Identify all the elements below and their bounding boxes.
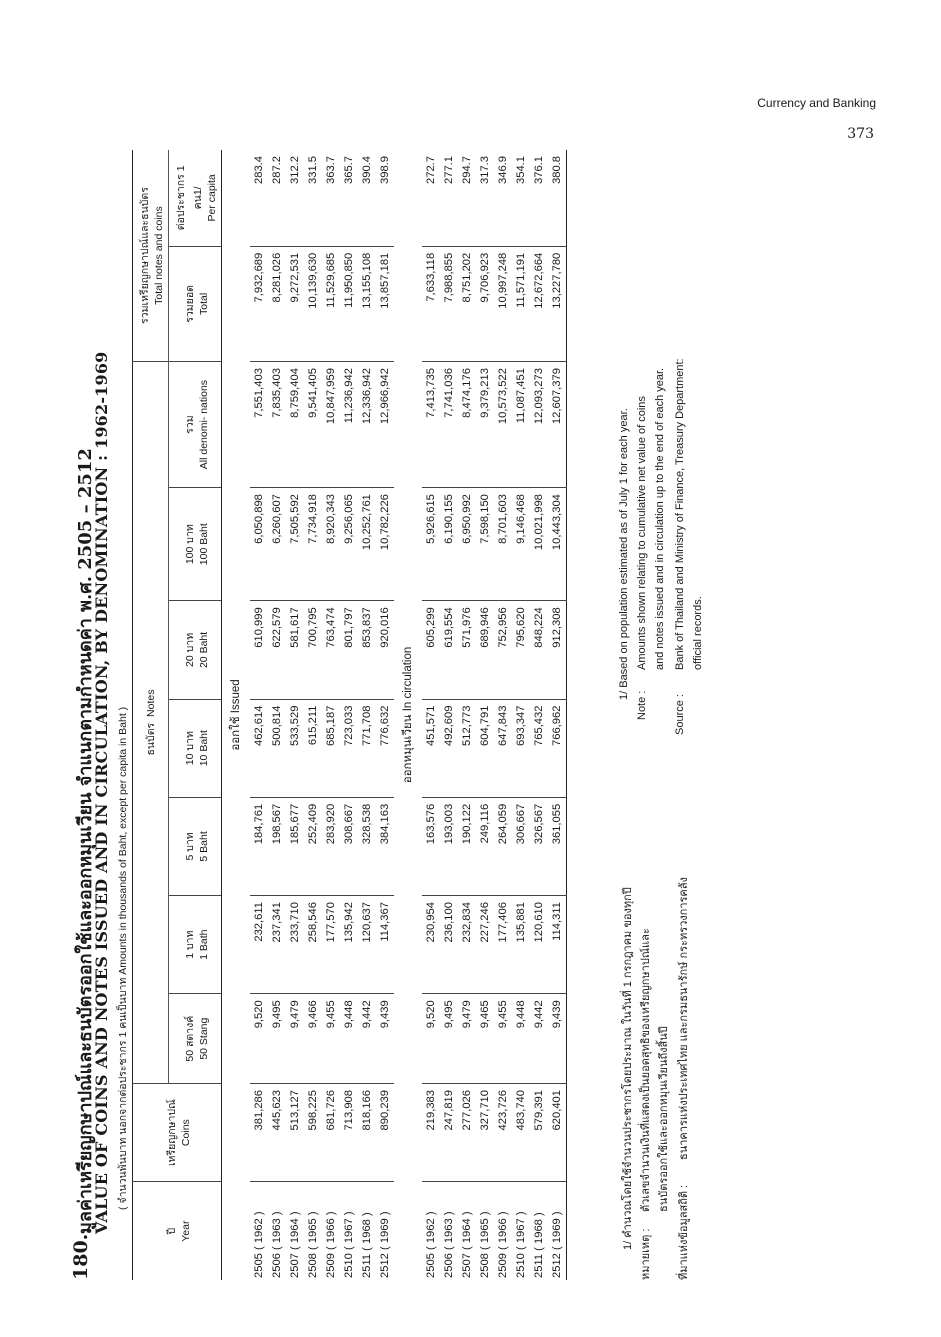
value-cell-total: 7,633,118 xyxy=(422,246,440,361)
value-cell-b5: 198,567 xyxy=(268,797,286,895)
value-cell-all: 12,966,942 xyxy=(376,362,394,488)
value-cell-s50: 9,466 xyxy=(304,994,322,1084)
value-cell-percap: 363.7 xyxy=(322,150,340,246)
value-cell-s50: 9,455 xyxy=(494,994,512,1084)
year-cell: 2510 ( 1967 ) xyxy=(343,1211,355,1278)
year-cell: 2508 ( 1965 ) xyxy=(479,1211,491,1278)
page-number: 373 xyxy=(847,126,874,142)
value-cell-all: 8,474,176 xyxy=(458,362,476,488)
table-row xyxy=(422,150,440,1280)
value-cell-coins: 423,726 xyxy=(494,1084,512,1182)
value-cell-all: 12,607,379 xyxy=(548,362,567,488)
value-cell-total: 11,950,850 xyxy=(340,246,358,361)
value-cell-b5: 249,116 xyxy=(476,797,494,895)
value-cell-percap: 317.3 xyxy=(476,150,494,246)
value-cell-percap: 272.7 xyxy=(422,150,440,246)
source-english-line1: Bank of Thailand and Ministry of Finance, Treasury Department: xyxy=(674,358,686,670)
value-cell-b20: 920,016 xyxy=(376,601,394,699)
value-cell-b20: 795,620 xyxy=(512,601,530,699)
source-thai: ธนาคารแห่งประเทศไทย และกรมธนารักษ์ กระทรวงการคลัง xyxy=(678,877,690,1160)
value-cell-total: 10,997,248 xyxy=(494,246,512,361)
value-cell-b5: 193,003 xyxy=(440,797,458,895)
note-english-line2: and notes issued and in circulation up to the end of each year. xyxy=(654,367,666,670)
col-100-baht: 100 บาท 100 Baht xyxy=(169,488,222,601)
value-cell-b1: 120,610 xyxy=(530,896,548,994)
value-cell-percap: 365.7 xyxy=(340,150,358,246)
year-cell: 2507 ( 1964 ) xyxy=(461,1211,473,1278)
value-cell-b100: 9,256,065 xyxy=(340,488,358,601)
value-cell-total: 11,529,685 xyxy=(322,246,340,361)
value-cell-total: 8,281,026 xyxy=(268,246,286,361)
value-cell-all: 12,093,273 xyxy=(530,362,548,488)
title-thai: มูลค่าเหรียญกษาปณ์และธนบัตรออกใช้และออกหมุนเวียน จำแนกตามกำหนดค่า พ.ศ. 2505 – 2512 xyxy=(75,448,96,1234)
note-label-thai: หมายเหตุ : xyxy=(640,1228,652,1280)
value-cell-b5: 308,667 xyxy=(340,797,358,895)
year-cell: 2511 ( 1968 ) xyxy=(361,1212,373,1278)
value-cell-b5: 361,055 xyxy=(548,797,567,895)
value-cell-b100: 6,260,607 xyxy=(268,488,286,601)
value-cell-b100: 9,146,468 xyxy=(512,488,530,601)
value-cell-b20: 700,795 xyxy=(304,601,322,699)
value-cell-all: 7,551,403 xyxy=(250,362,268,488)
value-cell-b20: 581,617 xyxy=(286,601,304,699)
table-row xyxy=(530,150,548,1280)
value-cell-percap: 294.7 xyxy=(458,150,476,246)
coins-header: เหรียญกษาปณ์ Coins xyxy=(133,1084,222,1182)
col-50-stang: 50 สตางค์ 50 Stang xyxy=(169,994,222,1084)
value-cell-percap: 354.1 xyxy=(512,150,530,246)
data-table xyxy=(132,150,567,1280)
value-cell-b100: 10,021,998 xyxy=(530,488,548,601)
value-cell-b100: 8,920,343 xyxy=(322,488,340,601)
title-english: VALUE OF COINS AND NOTES ISSUED AND IN CIRCULATION, BY DENOMINATION : 1962-1969 xyxy=(92,351,111,1234)
value-cell-b20: 619,554 xyxy=(440,601,458,699)
value-cell-b1: 114,311 xyxy=(548,896,567,994)
year-cell: 2512 ( 1969 ) xyxy=(379,1211,391,1278)
value-cell-all: 7,835,403 xyxy=(268,362,286,488)
value-cell-b20: 912,308 xyxy=(548,601,567,699)
value-cell-b5: 328,538 xyxy=(358,797,376,895)
value-cell-total: 12,672,664 xyxy=(530,246,548,361)
value-cell-b1: 237,341 xyxy=(268,896,286,994)
value-cell-s50: 9,495 xyxy=(268,994,286,1084)
footnote-1-thai: 1/ คำนวณโดยใช้จำนวนประชากรโดยประมาณ ในวันที่ 1 กรกฎาคม ของทุกปี xyxy=(622,887,634,1250)
value-cell-b20: 610,999 xyxy=(250,601,268,699)
value-cell-b1: 232,611 xyxy=(250,896,268,994)
section-label-row xyxy=(222,150,251,1280)
value-cell-b20: 853,837 xyxy=(358,601,376,699)
value-cell-b100: 5,926,615 xyxy=(422,488,440,601)
value-cell-b5: 384,163 xyxy=(376,797,394,895)
value-cell-b100: 10,252,761 xyxy=(358,488,376,601)
value-cell-coins: 818,166 xyxy=(358,1084,376,1182)
value-cell-all: 10,573,522 xyxy=(494,362,512,488)
value-cell-b10: 462,614 xyxy=(250,699,268,797)
note-thai-line1: ตัวเลขจำนวนเงินที่แสดงเป็นยอดสุทธิของเหรียญกษาปณ์และ xyxy=(640,928,652,1212)
value-cell-all: 11,087,451 xyxy=(512,362,530,488)
value-cell-b100: 7,734,918 xyxy=(304,488,322,601)
value-cell-b5: 163,576 xyxy=(422,797,440,895)
value-cell-percap: 287.2 xyxy=(268,150,286,246)
value-cell-percap: 376.1 xyxy=(530,150,548,246)
col-total: รวมยอด Total xyxy=(169,246,222,361)
table-row xyxy=(494,150,512,1280)
table-row xyxy=(458,150,476,1280)
value-cell-b1: 120,637 xyxy=(358,896,376,994)
table-row xyxy=(340,150,358,1280)
value-cell-b10: 500,814 xyxy=(268,699,286,797)
value-cell-coins: 579,391 xyxy=(530,1084,548,1182)
title-subtitle: ( จำนวนพันบาท นอกจากต่อประชากร 1 คนเป็นบาท Amounts in thousands of Baht, except per capita in Baht ) xyxy=(117,706,129,1210)
value-cell-percap: 283.4 xyxy=(250,150,268,246)
value-cell-b100: 7,505,592 xyxy=(286,488,304,601)
value-cell-b20: 571,976 xyxy=(458,601,476,699)
value-cell-s50: 9,520 xyxy=(250,994,268,1084)
year-cell: 2511 ( 1968 ) xyxy=(533,1212,545,1278)
value-cell-s50: 9,455 xyxy=(322,994,340,1084)
value-cell-coins: 513,127 xyxy=(286,1084,304,1182)
value-cell-coins: 890,239 xyxy=(376,1084,394,1182)
section-header: Currency and Banking xyxy=(757,96,876,110)
value-cell-b20: 801,797 xyxy=(340,601,358,699)
value-cell-b10: 766,962 xyxy=(548,699,567,797)
year-cell: 2510 ( 1967 ) xyxy=(515,1211,527,1278)
value-cell-b10: 723,033 xyxy=(340,699,358,797)
value-cell-b1: 227,246 xyxy=(476,896,494,994)
value-cell-percap: 312.2 xyxy=(286,150,304,246)
source-label-english: Source : xyxy=(674,694,686,735)
value-cell-s50: 9,479 xyxy=(286,994,304,1084)
value-cell-percap: 380.8 xyxy=(548,150,567,246)
value-cell-all: 10,847,959 xyxy=(322,362,340,488)
table-row xyxy=(286,150,304,1280)
value-cell-b1: 135,881 xyxy=(512,896,530,994)
year-cell: 2509 ( 1966 ) xyxy=(497,1211,509,1278)
value-cell-percap: 346.9 xyxy=(494,150,512,246)
value-cell-all: 8,759,404 xyxy=(286,362,304,488)
value-cell-b20: 848,224 xyxy=(530,601,548,699)
table-row xyxy=(250,150,268,1280)
table-number: 180. xyxy=(70,1233,92,1280)
value-cell-total: 13,155,108 xyxy=(358,246,376,361)
value-cell-b100: 10,782,226 xyxy=(376,488,394,601)
value-cell-b5: 184,761 xyxy=(250,797,268,895)
value-cell-b10: 647,843 xyxy=(494,699,512,797)
value-cell-total: 8,751,202 xyxy=(458,246,476,361)
table-row xyxy=(358,150,376,1280)
value-cell-b5: 185,677 xyxy=(286,797,304,895)
year-header: ปี Year xyxy=(133,1182,222,1280)
table-row xyxy=(548,150,567,1280)
table-row xyxy=(268,150,286,1280)
table-row xyxy=(476,150,494,1280)
value-cell-coins: 620,401 xyxy=(548,1084,567,1182)
source-label-thai: ที่มาแห่งข้อมูลสถิติ : xyxy=(678,1184,690,1280)
value-cell-total: 9,706,923 xyxy=(476,246,494,361)
value-cell-b100: 6,190,155 xyxy=(440,488,458,601)
value-cell-coins: 381,286 xyxy=(250,1084,268,1182)
section-label-row xyxy=(394,150,422,1280)
value-cell-total: 10,139,630 xyxy=(304,246,322,361)
table-row xyxy=(376,150,394,1280)
value-cell-b10: 765,432 xyxy=(530,699,548,797)
value-cell-all: 9,379,213 xyxy=(476,362,494,488)
section-label: ออกหมุนเวียน In circulation xyxy=(402,646,414,784)
value-cell-b1: 230,954 xyxy=(422,896,440,994)
value-cell-percap: 277.1 xyxy=(440,150,458,246)
value-cell-b10: 512,773 xyxy=(458,699,476,797)
value-cell-coins: 219,383 xyxy=(422,1084,440,1182)
value-cell-total: 7,988,855 xyxy=(440,246,458,361)
value-cell-s50: 9,448 xyxy=(340,994,358,1084)
value-cell-b100: 10,443,304 xyxy=(548,488,567,601)
year-cell: 2508 ( 1965 ) xyxy=(307,1211,319,1278)
value-cell-coins: 483,740 xyxy=(512,1084,530,1182)
value-cell-percap: 398.9 xyxy=(376,150,394,246)
value-cell-b5: 306,667 xyxy=(512,797,530,895)
value-cell-s50: 9,439 xyxy=(548,994,567,1084)
value-cell-b1: 236,100 xyxy=(440,896,458,994)
value-cell-b100: 6,050,898 xyxy=(250,488,268,601)
value-cell-b10: 451,571 xyxy=(422,699,440,797)
col-1-baht: 1 บาท 1 Bath xyxy=(169,896,222,994)
value-cell-total: 13,227,780 xyxy=(548,246,567,361)
col-all-denominations: รวม All denomi- nations xyxy=(169,362,222,488)
value-cell-b1: 232,834 xyxy=(458,896,476,994)
year-cell: 2505 ( 1962 ) xyxy=(425,1211,437,1278)
value-cell-b20: 752,956 xyxy=(494,601,512,699)
section-label: ออกใช้ Issued xyxy=(230,679,242,751)
value-cell-coins: 277,026 xyxy=(458,1084,476,1182)
value-cell-s50: 9,495 xyxy=(440,994,458,1084)
year-cell: 2506 ( 1963 ) xyxy=(443,1211,455,1278)
col-20-baht: 20 บาท 20 Baht xyxy=(169,601,222,699)
value-cell-b20: 763,474 xyxy=(322,601,340,699)
table-row xyxy=(304,150,322,1280)
value-cell-coins: 713,908 xyxy=(340,1084,358,1182)
value-cell-b5: 283,920 xyxy=(322,797,340,895)
value-cell-all: 12,336,942 xyxy=(358,362,376,488)
notes-group-header: ธนบัตร Notes xyxy=(133,362,169,1084)
footnote-1-english: 1/ Based on population estimated as of July 1 for each year. xyxy=(618,408,630,700)
value-cell-coins: 445,623 xyxy=(268,1084,286,1182)
value-cell-all: 7,741,036 xyxy=(440,362,458,488)
table-row xyxy=(512,150,530,1280)
value-cell-b100: 7,598,150 xyxy=(476,488,494,601)
table-body xyxy=(222,150,567,1280)
value-cell-b5: 190,122 xyxy=(458,797,476,895)
col-5-baht: 5 บาท 5 Baht xyxy=(169,797,222,895)
value-cell-s50: 9,439 xyxy=(376,994,394,1084)
value-cell-b10: 771,708 xyxy=(358,699,376,797)
value-cell-total: 13,857,181 xyxy=(376,246,394,361)
col-per-capita: ต่อประชากร 1 คน1/ Per capita xyxy=(169,150,222,246)
value-cell-s50: 9,520 xyxy=(422,994,440,1084)
value-cell-b1: 258,546 xyxy=(304,896,322,994)
value-cell-b10: 533,529 xyxy=(286,699,304,797)
value-cell-s50: 9,465 xyxy=(476,994,494,1084)
value-cell-b100: 8,701,603 xyxy=(494,488,512,601)
value-cell-b10: 615,211 xyxy=(304,699,322,797)
value-cell-b10: 693,347 xyxy=(512,699,530,797)
year-cell: 2507 ( 1964 ) xyxy=(289,1211,301,1278)
note-thai-line2: ธนบัตรออกใช้และออกหมุนเวียนถึงสิ้นปี xyxy=(658,1026,670,1212)
value-cell-coins: 681,726 xyxy=(322,1084,340,1182)
value-cell-b20: 605,299 xyxy=(422,601,440,699)
value-cell-b1: 233,710 xyxy=(286,896,304,994)
value-cell-b10: 492,609 xyxy=(440,699,458,797)
value-cell-coins: 327,710 xyxy=(476,1084,494,1182)
col-10-baht: 10 บาท 10 Baht xyxy=(169,699,222,797)
value-cell-b1: 177,406 xyxy=(494,896,512,994)
year-cell: 2509 ( 1966 ) xyxy=(325,1211,337,1278)
value-cell-b1: 177,570 xyxy=(322,896,340,994)
value-cell-total: 11,571,191 xyxy=(512,246,530,361)
total-group-header: รวมเหรียญกษาปณ์และธนบัตร Total notes and coins xyxy=(133,150,169,362)
note-english-line1: Amounts shown relating to cumulative net value of coins xyxy=(636,396,648,670)
value-cell-s50: 9,479 xyxy=(458,994,476,1084)
value-cell-b5: 264,059 xyxy=(494,797,512,895)
table-row xyxy=(440,150,458,1280)
value-cell-s50: 9,442 xyxy=(530,994,548,1084)
value-cell-total: 9,272,531 xyxy=(286,246,304,361)
value-cell-b10: 604,791 xyxy=(476,699,494,797)
table-row xyxy=(322,150,340,1280)
value-cell-all: 7,413,735 xyxy=(422,362,440,488)
value-cell-s50: 9,442 xyxy=(358,994,376,1084)
value-cell-all: 9,541,405 xyxy=(304,362,322,488)
value-cell-percap: 331.5 xyxy=(304,150,322,246)
value-cell-all: 11,236,942 xyxy=(340,362,358,488)
value-cell-s50: 9,448 xyxy=(512,994,530,1084)
year-cell: 2506 ( 1963 ) xyxy=(271,1211,283,1278)
value-cell-total: 7,932,689 xyxy=(250,246,268,361)
year-cell: 2505 ( 1962 ) xyxy=(253,1211,265,1278)
value-cell-b1: 135,942 xyxy=(340,896,358,994)
value-cell-b10: 685,187 xyxy=(322,699,340,797)
source-english-line2: official records. xyxy=(692,596,704,670)
value-cell-coins: 598,225 xyxy=(304,1084,322,1182)
value-cell-b100: 6,950,992 xyxy=(458,488,476,601)
value-cell-b10: 776,632 xyxy=(376,699,394,797)
year-cell: 2512 ( 1969 ) xyxy=(551,1211,563,1278)
value-cell-b20: 689,946 xyxy=(476,601,494,699)
value-cell-b1: 114,367 xyxy=(376,896,394,994)
value-cell-b5: 326,567 xyxy=(530,797,548,895)
note-label-english: Note : xyxy=(636,690,648,720)
rotated-page-content xyxy=(70,120,850,1280)
value-cell-coins: 247,819 xyxy=(440,1084,458,1182)
value-cell-percap: 390.4 xyxy=(358,150,376,246)
value-cell-b5: 252,409 xyxy=(304,797,322,895)
value-cell-b20: 622,579 xyxy=(268,601,286,699)
